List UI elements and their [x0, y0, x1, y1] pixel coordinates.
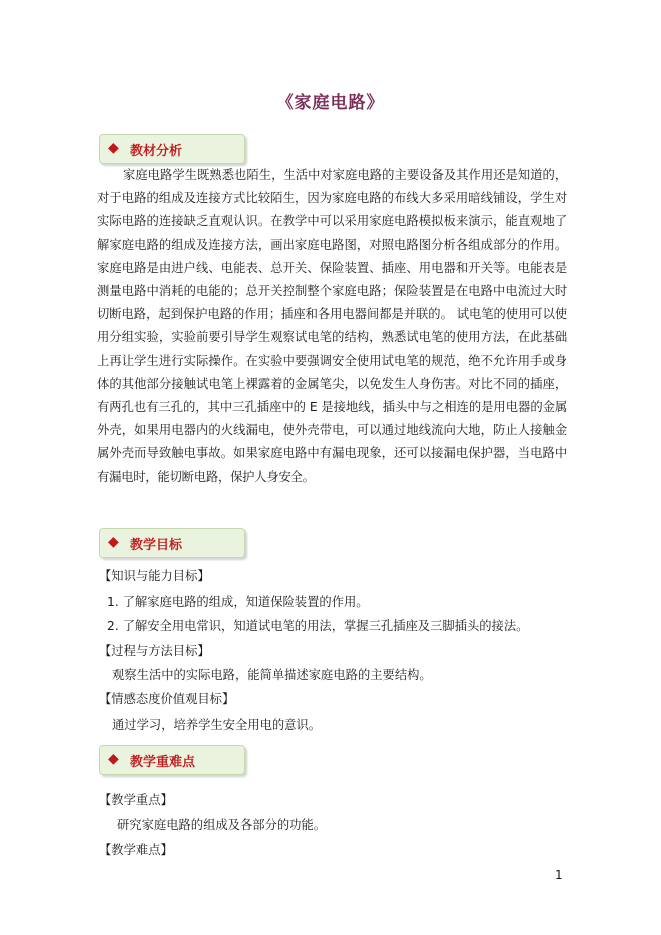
analysis-paragraph: 家庭电路学生既熟悉也陌生，生活中对家庭电路的主要设备及其作用还是知道的，对于电路的组成及连接方式比较陌生，因为家庭电路的布线大多采用暗线铺设，学生对实际电路的连接缺乏直观认识。在教学中可以采用家庭电路模拟板来演示，能直观地了解家庭电路的组成及连接方法，画出家庭电路图，对照电路图分析各组成部分的作用。家庭电路是由进户线、电能表、总开关、保险装置、插座、用电器和开关等。电能表是测量电路中消耗的电能的；总开关控制整个家庭电路；保险装置是在电路中电流过大时切断电路，起到保护电路的作用；插座和各用电器间都是并联的。 试电笔的使用可以使用分组实验，实验前要引导学生观察试电笔的结构，熟悉试电笔的使用方法，在此基础上再让学生进行实际操作。在实验中要强调安全使用试电笔的规范，绝不允许用手或身体的其他部分接触试电笔上裸露着的金属笔尖，以免发生人身伤害。对比不同的插座，有两孔也有三孔的，其中三孔插座中的 E 是接地线，插头中与之相连的是用电器的金属外壳，如果用电器内的火线漏电，使外壳带电，可以通过地线流向大地，防止人接触金属外壳而导致触电事故。如果家庭电路中有漏电现象，还可以接漏电保护器，当电路中有漏电时，能切断电路，保护人身安全。 [97, 168, 567, 484]
emotion-text: 通过学习，培养学生安全用电的意识。 [112, 718, 322, 732]
diamond-bullet-icon: ◆ [108, 751, 119, 767]
diamond-bullet-icon: ◆ [108, 140, 119, 156]
diamond-bullet-icon: ◆ [108, 534, 119, 550]
key-text: 研究家庭电路的组成及各部分的功能。 [117, 818, 327, 832]
difficulty-heading: 【教学难点】 [99, 843, 173, 857]
process-heading: 【过程与方法目标】 [99, 644, 210, 658]
emotion-heading: 【情感态度价值观目标】 [99, 692, 235, 706]
document-title: 《家庭电路》 [276, 93, 385, 113]
knowledge-item: 1. 了解家庭电路的组成，知道保险装置的作用。 [107, 595, 369, 609]
section-label: 教学目标 [130, 538, 183, 553]
section-tag-analysis [99, 134, 245, 164]
section-label: 教学重难点 [130, 755, 196, 770]
key-heading: 【教学重点】 [99, 793, 173, 807]
knowledge-heading: 【知识与能力目标】 [99, 569, 210, 583]
knowledge-item: 2. 了解安全用电常识，知道试电笔的用法，掌握三孔插座及三脚插头的接法。 [107, 619, 529, 633]
section-label: 教材分析 [130, 144, 183, 159]
page-number: 1 [555, 868, 563, 882]
process-text: 观察生活中的实际电路，能简单描述家庭电路的主要结构。 [112, 668, 432, 682]
section-tag-objectives [99, 528, 245, 558]
section-tag-keypoints [99, 745, 245, 775]
